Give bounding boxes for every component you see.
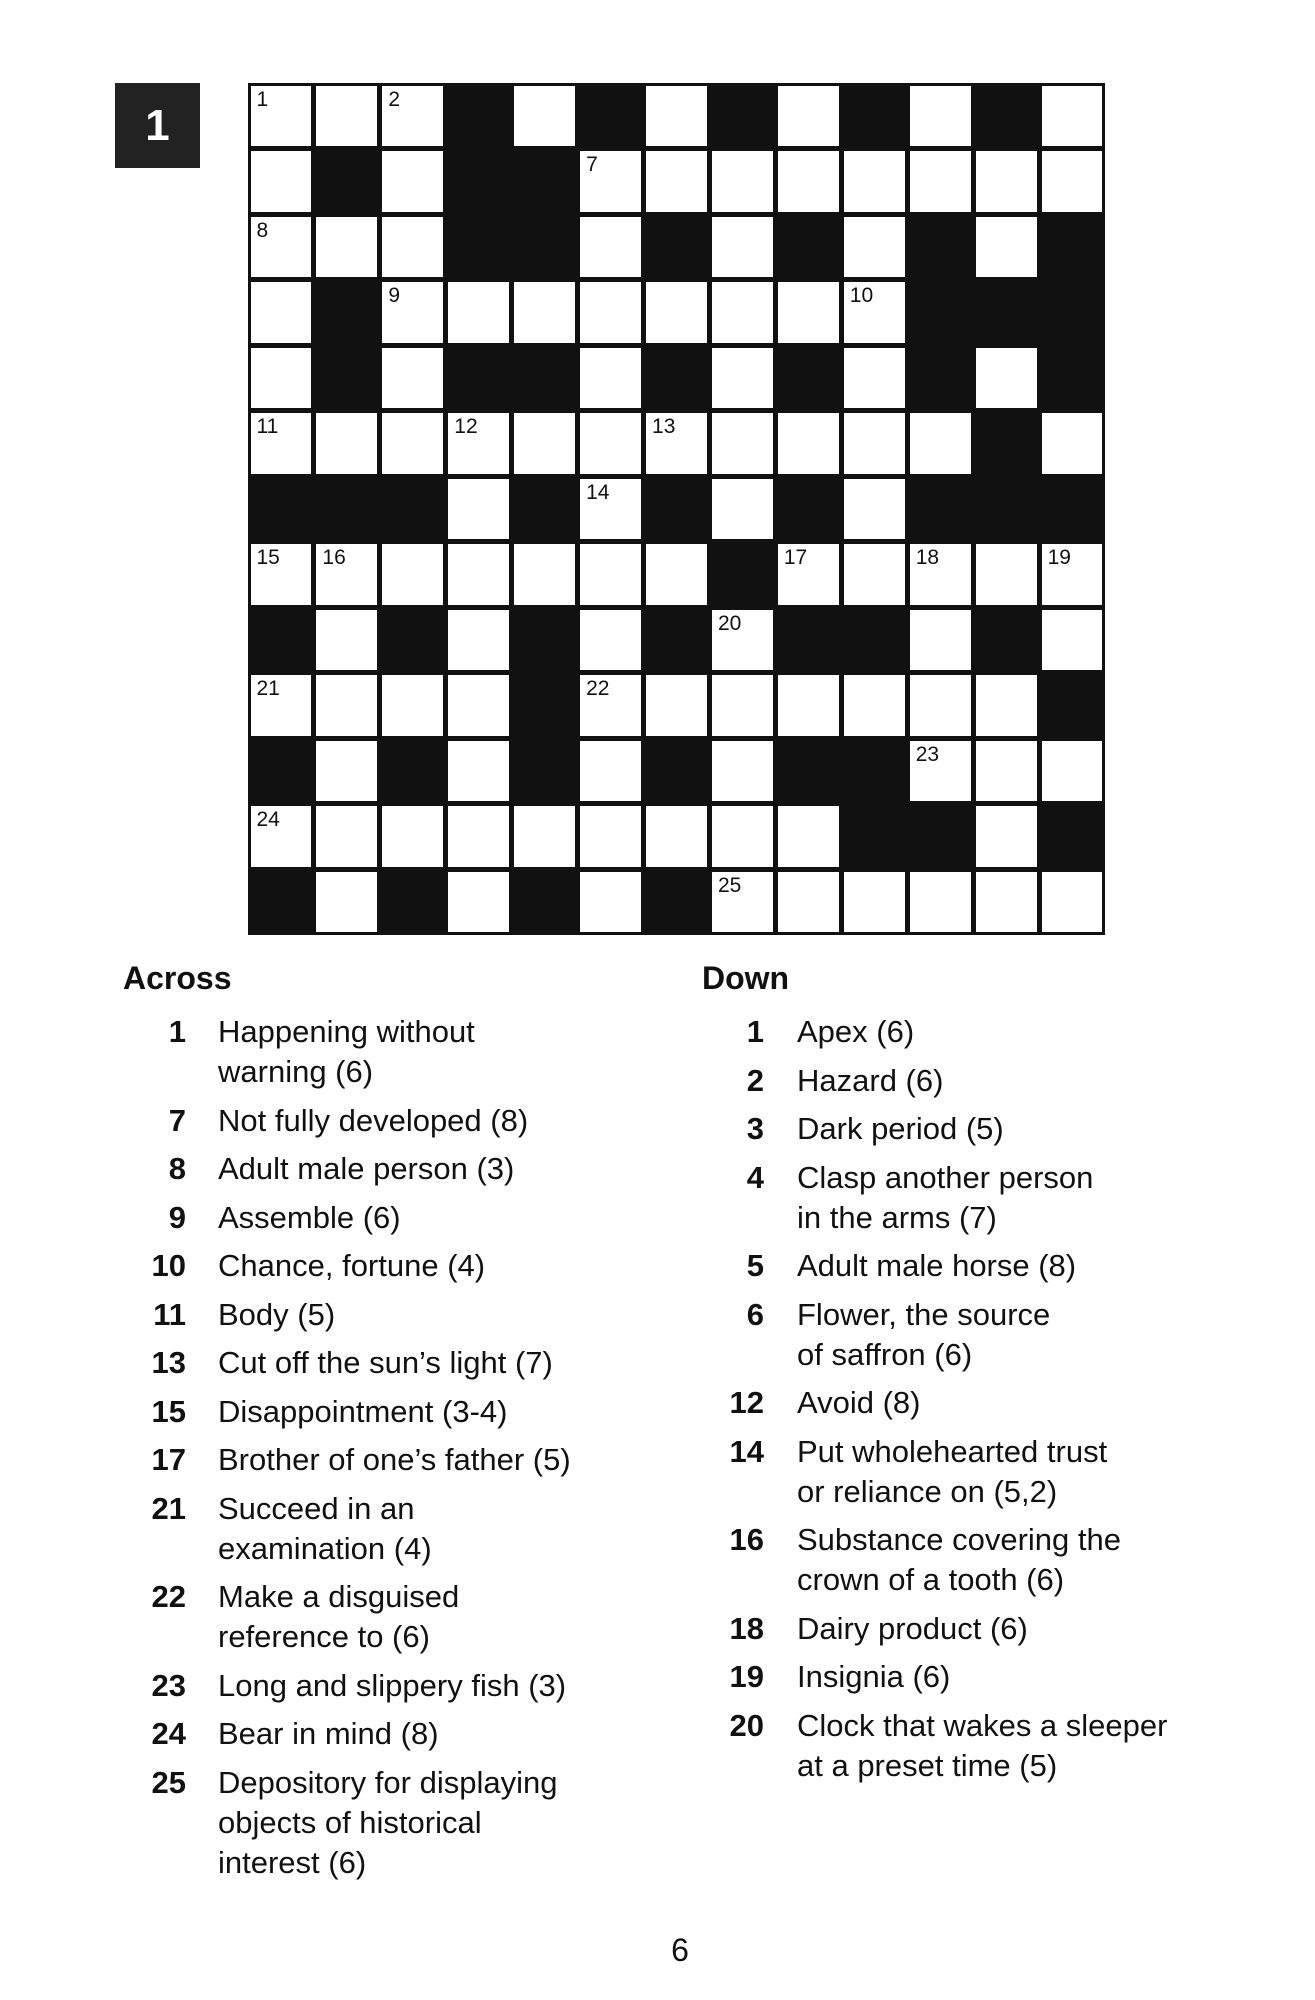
grid-cell[interactable] [646,806,707,867]
grid-cell[interactable] [580,217,641,278]
grid-cell[interactable] [251,675,312,736]
grid-cell[interactable] [844,348,905,409]
grid-cell[interactable] [910,872,971,933]
grid-cell[interactable] [580,151,641,212]
grid-cell[interactable] [316,872,377,933]
down-clue[interactable] [700,1246,1220,1286]
grid-cell[interactable] [316,610,377,671]
grid-cell[interactable] [1042,86,1103,147]
grid-cell[interactable] [712,872,773,933]
grid-cell[interactable] [976,741,1037,802]
grid-cell[interactable] [448,413,509,474]
grid-cell[interactable] [448,872,509,933]
grid-cell[interactable] [712,610,773,671]
clue-text: Disappointment (3-4) [218,1393,508,1429]
across-clue[interactable] [122,1392,642,1432]
clue-number: 9 [168,1199,186,1235]
down-clue[interactable] [700,1295,1220,1375]
clue-number: 4 [746,1159,764,1195]
grid-cell[interactable] [382,675,443,736]
clue-number: 18 [729,1610,764,1646]
clue-number: 24 [151,1716,186,1751]
across-clue[interactable] [122,1246,642,1286]
cell-number: 1 [256,87,269,111]
clue-text: Succeed in an examination (4) [218,1490,432,1566]
grid-cell[interactable] [910,544,971,605]
grid-cell[interactable] [778,675,839,736]
grid-cell[interactable] [976,348,1037,409]
grid-cell[interactable] [514,806,575,867]
clue-number: 1 [746,1014,764,1049]
cell-number: 24 [256,808,280,832]
cell-number: 2 [388,87,401,111]
grid-cell[interactable] [316,544,377,605]
grid-cell[interactable] [382,282,443,343]
clue-text: Bear in mind (8) [218,1716,439,1751]
across-clue[interactable] [122,1440,642,1480]
grid-cell[interactable] [646,86,707,147]
grid-cell[interactable] [844,282,905,343]
grid-cell[interactable] [514,86,575,147]
grid-cell[interactable] [580,806,641,867]
down-clue[interactable] [700,1706,1220,1786]
grid-cell[interactable] [251,217,312,278]
grid-cell[interactable] [1042,413,1103,474]
cell-number: 14 [586,480,610,504]
cell-number: 17 [783,546,808,570]
down-heading: Down [702,960,790,996]
grid-cell[interactable] [1042,151,1103,212]
grid-cell[interactable] [910,741,971,802]
grid-cell[interactable] [382,151,443,212]
across-clue[interactable] [122,1343,642,1383]
grid-cell[interactable] [382,413,443,474]
clue-number: 7 [168,1102,186,1138]
cell-number: 15 [256,546,280,570]
clue-number: 6 [746,1296,764,1332]
grid-cell[interactable] [514,282,575,343]
across-clue[interactable] [122,1101,642,1141]
grid-cell[interactable] [316,675,377,736]
clue-number: 23 [151,1667,186,1703]
cell-number: 13 [652,415,676,439]
grid-cell[interactable] [646,151,707,212]
clue-text: Apex (6) [797,1014,915,1049]
grid-cell[interactable] [976,675,1037,736]
down-clue[interactable] [700,1657,1220,1697]
grid-cell[interactable] [1042,872,1103,933]
grid-cell[interactable] [778,151,839,212]
cell-number: 8 [256,218,269,242]
grid-cell[interactable] [778,544,839,605]
grid-cell[interactable] [580,675,641,736]
grid-cell[interactable] [580,348,641,409]
grid-cell[interactable] [448,610,509,671]
grid-cell[interactable] [1042,610,1103,671]
clue-number: 19 [729,1659,764,1694]
clue-number: 15 [151,1393,186,1429]
clue-text: Happening without warning (6) [218,1014,475,1089]
clue-text: Insignia (6) [797,1659,951,1694]
grid-cell[interactable] [448,741,509,802]
clue-number: 17 [151,1442,186,1477]
grid-cell[interactable] [580,610,641,671]
across-clue[interactable] [122,1295,642,1335]
across-clue[interactable] [122,1714,642,1754]
grid-cell[interactable] [382,806,443,867]
down-clue[interactable] [700,1158,1220,1238]
grid-cell[interactable] [844,872,905,933]
grid-cell[interactable] [448,806,509,867]
cell-number: 21 [256,677,280,701]
grid-cell[interactable] [580,872,641,933]
clue-text: Clock that wakes a sleeper at a preset time (5) [797,1707,1168,1783]
grid-cell[interactable] [778,872,839,933]
grid-cell[interactable] [316,86,377,147]
across-clue[interactable] [122,1763,642,1883]
grid-cell[interactable] [1042,741,1103,802]
grid-cell[interactable] [448,282,509,343]
clue-number: 25 [151,1764,186,1800]
grid-cell[interactable] [910,610,971,671]
grid-cell[interactable] [251,151,312,212]
cell-number: 18 [915,546,940,570]
grid-cell[interactable] [251,348,312,409]
clue-number: 2 [746,1062,764,1098]
clue-number: 22 [151,1579,186,1614]
clue-text: Dairy product (6) [797,1610,1028,1646]
grid-cell[interactable] [580,741,641,802]
down-clue[interactable] [700,1109,1220,1149]
clue-number: 3 [746,1111,764,1146]
grid-cell[interactable] [382,217,443,278]
grid-cell[interactable] [448,479,509,540]
cell-number: 20 [717,611,742,635]
clue-text: Adult male person (3) [218,1151,515,1186]
grid-cell[interactable] [778,413,839,474]
crossword-grid [248,83,1105,935]
clue-text: Chance, fortune (4) [218,1248,486,1283]
grid-cell[interactable] [844,675,905,736]
cell-number: 11 [256,415,279,439]
down-clue[interactable] [700,1061,1220,1101]
clue-text: Not fully developed (8) [218,1102,529,1138]
grid-cell[interactable] [778,86,839,147]
grid-cell[interactable] [910,675,971,736]
grid-cell[interactable] [251,282,312,343]
across-clue[interactable] [122,1577,642,1657]
clue-text: Flower, the source of saffron (6) [797,1296,1051,1372]
grid-cell[interactable] [844,544,905,605]
clue-number: 14 [729,1433,764,1469]
across-clue[interactable] [122,1198,642,1238]
grid-cell[interactable] [712,675,773,736]
grid-cell[interactable] [778,282,839,343]
grid-cell[interactable] [712,741,773,802]
grid-cell[interactable] [514,413,575,474]
grid-cell[interactable] [251,413,312,474]
grid-cell[interactable] [844,151,905,212]
clue-number: 11 [153,1296,186,1332]
clue-number: 21 [151,1490,186,1526]
grid-cell[interactable] [448,675,509,736]
grid-cell[interactable] [646,544,707,605]
grid-cell[interactable] [646,413,707,474]
grid-cell[interactable] [382,544,443,605]
clue-text: Adult male horse (8) [797,1248,1077,1283]
grid-cell[interactable] [976,806,1037,867]
clue-text: Hazard (6) [797,1062,944,1098]
grid-cell[interactable] [251,86,312,147]
clue-number: 13 [151,1345,186,1380]
grid-cell[interactable] [778,806,839,867]
across-clue[interactable] [122,1012,642,1092]
grid-cell[interactable] [844,479,905,540]
clue-number: 10 [151,1248,186,1283]
clue-number: 12 [729,1385,764,1420]
down-clue[interactable] [700,1520,1220,1600]
grid-cell[interactable] [712,479,773,540]
cell-number: 23 [915,742,940,766]
down-clue[interactable] [700,1383,1220,1423]
clue-number: 1 [168,1014,186,1049]
clue-text: Brother of one’s father (5) [218,1442,571,1477]
clue-text: Substance covering the crown of a tooth (6) [797,1522,1121,1597]
grid-cell[interactable] [976,872,1037,933]
grid-cell[interactable] [712,348,773,409]
clue-text: Body (5) [218,1296,336,1332]
clue-text: Dark period (5) [797,1111,1004,1146]
grid-cell[interactable] [316,806,377,867]
clue-text: Assemble (6) [218,1199,401,1235]
grid-cell[interactable] [844,217,905,278]
grid-cell[interactable] [976,544,1037,605]
grid-cell[interactable] [448,544,509,605]
clue-number: 5 [746,1248,764,1283]
grid-cell[interactable] [712,217,773,278]
clue-text: Cut off the sun’s light (7) [218,1345,553,1380]
clue-text: Make a disguised reference to (6) [218,1579,460,1654]
down-clue[interactable] [700,1609,1220,1649]
grid-cell[interactable] [976,217,1037,278]
cell-number: 10 [849,284,874,308]
across-clue[interactable] [122,1666,642,1706]
grid-cell[interactable] [712,806,773,867]
page-number: 6 [671,1932,689,1968]
grid-cell[interactable] [976,151,1037,212]
grid-cell[interactable] [514,544,575,605]
grid-cell[interactable] [712,282,773,343]
cell-number: 7 [586,153,598,177]
across-clue[interactable] [122,1489,642,1569]
grid-cell[interactable] [910,151,971,212]
grid-cell[interactable] [382,348,443,409]
grid-cell[interactable] [646,675,707,736]
grid-cell[interactable] [316,217,377,278]
grid-cell[interactable] [712,413,773,474]
cell-number: 25 [717,873,742,897]
grid-cell[interactable] [580,282,641,343]
cell-number: 12 [454,415,478,439]
grid-cell[interactable] [580,413,641,474]
grid-cell[interactable] [251,806,312,867]
clue-number: 20 [729,1707,764,1743]
across-heading: Across [123,960,232,996]
grid-cell[interactable] [910,86,971,147]
grid-cell[interactable] [580,544,641,605]
clue-text: Clasp another person in the arms (7) [797,1159,1094,1235]
cell-number: 16 [322,546,346,570]
grid-cell[interactable] [712,151,773,212]
clue-text: Put wholehearted trust or reliance on (5,2) [797,1433,1108,1509]
cell-number: 19 [1047,546,1071,570]
grid-cell[interactable] [646,282,707,343]
cell-number: 9 [388,284,401,308]
puzzle-number-badge: 1 [115,83,200,168]
clue-number: 16 [729,1522,764,1557]
grid-cell[interactable] [844,413,905,474]
down-clue[interactable] [700,1012,1220,1052]
grid-cell[interactable] [251,544,312,605]
clue-text: Avoid (8) [797,1385,921,1420]
grid-cell[interactable] [316,741,377,802]
clue-text: Long and slippery fish (3) [218,1667,567,1703]
across-clue[interactable] [122,1149,642,1189]
grid-cell[interactable] [910,413,971,474]
grid-cell[interactable] [1042,544,1103,605]
clue-number: 8 [168,1151,186,1186]
grid-cell[interactable] [382,86,443,147]
grid-cell[interactable] [316,413,377,474]
grid-cell[interactable] [580,479,641,540]
cell-number: 22 [586,677,610,701]
clue-text: Depository for displaying objects of historical interest (6) [218,1764,558,1880]
down-clue[interactable] [700,1432,1220,1512]
